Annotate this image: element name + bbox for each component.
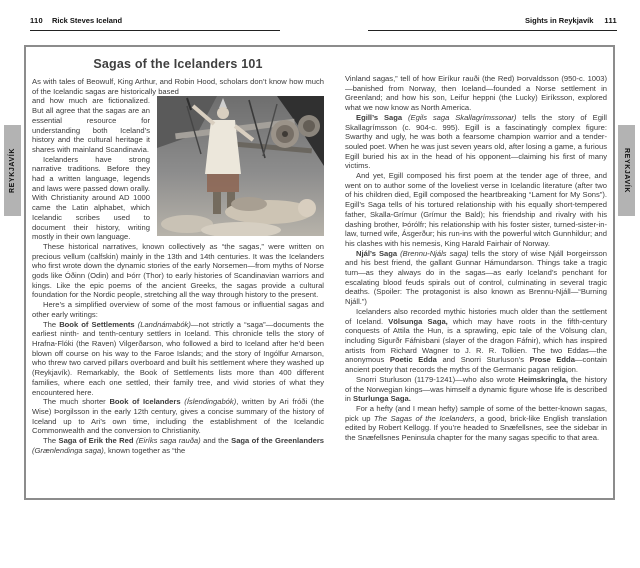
chapter-tab-right xyxy=(618,125,635,216)
header-rule-left xyxy=(30,30,280,31)
sidebar-box xyxy=(24,45,615,500)
left-column-intro xyxy=(32,77,324,96)
paragraph: And yet, Egill composed his first poem at the tender age of three, and went on to author some of the loveliest verse in Icelandic literature (after two of his children died, Egill composed the heartbreaking “Lament for My Sons”). Egill’s Saga tells of his tortured relationship with his equally short-tempered father, Skalla-Grímur (Grímur the Bald); his friendship and rivalry with his dashing brother, Þórólfr; his relationship with his foster sister, turned-sister-in-law, turned wife, Ásgerður; his run-ins with the powerful witch Gunnhildur; and his clashes with his nemesis, King Harald Fairhair of Norway. xyxy=(345,171,607,248)
running-header-right xyxy=(525,16,617,25)
page-number-left: 110 xyxy=(30,16,43,25)
sidebar-title: Sagas of the Icelanders 101 xyxy=(93,57,263,71)
paragraph: For a hefty (and I mean hefty) sample of some of the better-known sagas, pick up The Sagas of the Icelanders, a good, brick-like English translation edited by Robert Kellogg. If you’re headed to Snæfellsnes, see the sidebar in the Snæfellsnes Peninsula chapter for the many sagas specific to that area. xyxy=(345,403,607,443)
paragraph: The Saga of Erik the Red (Eiríks saga rauða) and the Saga of the Greenlanders (Grænlendinga saga), known together as “the xyxy=(32,436,325,455)
paragraph: As with tales of Beowulf, King Arthur, and Robin Hood, scholars don’t know how much of the Icelandic sagas are historically based xyxy=(32,77,324,96)
saga-diorama-illustration xyxy=(157,96,324,236)
saga-diorama-photo xyxy=(157,96,324,236)
running-header-left xyxy=(30,16,122,25)
paragraph: These historical narratives, known collectively as “the sagas,” were written on precious vellum (calfskin) mainly in the 13th and 14th centuries. It was the Icelanders who first wrote down the dynamic stories of the early Norsemen—from myths of Norse gods like Óðinn (Odin) and Þórr (Thor) to early histories of Scandinavian warriors and kings. Like the epic poems of the ancient Greeks, the sagas provide a cultural foundation for the Nordic people, stretching all the way through history to the present. xyxy=(32,241,324,300)
paragraph: Icelanders have strong narrative traditions. Before they had a written language, legends and laws were passed down orally. With Christianity around AD 1000 came the Latin alphabet, which Icelandic scribes used to document their history, writing mostly in their own language. xyxy=(32,154,150,242)
paragraph: The much shorter Book of Icelanders (Íslendingabók), written by Ari fróði (the Wise) Þorgilsson in the early 12th century, gives a concise summary of the history of Iceland up to Ari’s own time, including the establishment of the Icelandic Commonwealth and the conversion to Christianity. xyxy=(32,397,324,436)
paragraph: The Book of Settlements (Landnámabók)—not strictly a “saga”—documents the earliest ninth- and tenth-century settlers in Iceland. This chronicle tells the story of Hrafna-Flóki (the Raven) Vilgerðarson, who followed a bird to Iceland after he’d been blown off course on his way to the Faroe Islands; and the story of Ingólfur Arnarson, who threw two carved pillars overboard and built his settlement where they washed up (Reykjavík). Remarkably, the Book of Settlements lists more than 400 different families, where each one settled, their family tree, and vivid stories of what they encountered here. xyxy=(32,319,324,397)
section-title: Sights in Reykjavík xyxy=(525,16,594,25)
right-column xyxy=(345,50,607,455)
chapter-tab-left-label: REYKJAVÍK xyxy=(9,148,17,193)
paragraph: Here’s a simplified overview of some of the most famous or influential sagas and other early writings: xyxy=(32,300,324,319)
paragraph: Njál’s Saga (Brennu-Njáls saga) tells the story of wise Njáll Þorgeirsson and his best friend, the gallant Gunnar Hámundarson. Things take a tragic turn—as they always do in the sagas—as early Iceland’s penchant for escalating blood feuds spirals out of control, culminating in several tragic deaths. (Spoiler: The protagonist is also known as Brennu-Njáll—“Burning Njáll.”) xyxy=(345,248,607,307)
left-column xyxy=(32,50,324,455)
chapter-tab-right-label: REYKJAVÍK xyxy=(623,148,631,193)
book-title: Rick Steves Iceland xyxy=(52,16,123,25)
paragraph: Egill’s Saga (Egils saga Skallagrímssonar) tells the story of Egill Skallagrímsson (c. 904-c. 995). Egill is a fascinatingly complex figure: Swarthy and ugly, he was both a fearsome champion warrior and a tender-souled poet. When he was just seven years old, after losing a game, a furious Egill buried his ax in the head of his opponent—claiming his first of many victims. xyxy=(345,112,607,171)
header-rule-right xyxy=(368,30,617,31)
paragraph: Icelanders also recorded mythic histories much older than the settlement of Iceland. Völsunga Saga, which may have roots in the fifth-century conquests of Attila the Hun, is a sprawling, epic tale of the Völsung clan, including Sigurðr Fáfnisbani (slayer of the dragon Fáfnir), which has inspired artists from Richard Wagner to J. R. R. Tolkien. The two Eddas—the anonymous Poetic Edda and Snorri Sturluson’s Prose Edda—contain ancient poetry that records the myths of the Germanic pagan religion. xyxy=(345,306,608,375)
paragraph: Vinland sagas,” tell of how Eiríkur rauði (the Red) Þorvaldsson (950-c. 1003)—banished from Norway, then Iceland—founded a Norse settlement in Greenland; and how his son, Leifur heppni (the Lucky) Eiríksson, explored what we now know as North America. xyxy=(345,74,607,113)
paragraph: Snorri Sturluson (1179-1241)—who also wrote Heimskringla, the history of the Norwegian kings—was himself a dynamic figure whose life is described in Sturlunga Saga. xyxy=(345,374,607,404)
chapter-tab-left xyxy=(4,125,21,216)
page-number-right: 111 xyxy=(604,16,617,25)
sidebar-box-content xyxy=(26,47,613,455)
paragraph: and how much are fictionalized. But all agree that the sagas are an essential resource for understanding both Iceland’s history and the cultural heritage it shares with mainland Scandinavia. xyxy=(32,96,150,154)
